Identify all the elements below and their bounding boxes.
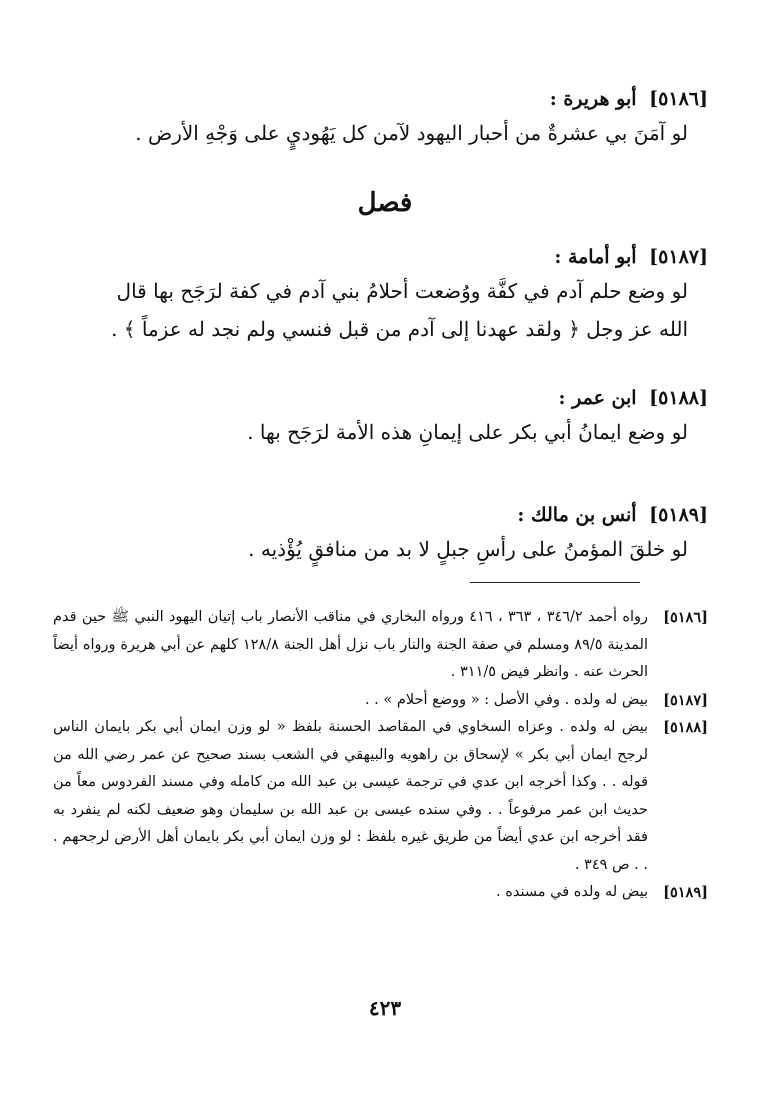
page-number: ٤٢٣ — [368, 996, 402, 1020]
footnote-number: [٥١٨٧] — [663, 691, 708, 709]
entry-line: الله عز وجل ﴿ ولقد عهدنا إلى آدم من قبل فنسي ولم نجد له عزماً ﴾ . — [111, 317, 688, 341]
entry-narrator: أبو أمامة : — [554, 246, 637, 268]
entry-text — [68, 272, 708, 348]
footnote-text: رواه أحمد ٣٤٦/٢ ، ٣٦٣ ، ٤١٦ ورواه البخاري في مناقب الأنصار باب إتيان اليهود النبي ﷺ حين قدم المدينة ٨٩/٥ ومسلم في صفة الجنة والنار باب نزل أهل الجنة ١٢٨/٨ كلهم عن أبي هريرة ورواه أيضاً الحرث عنه . وانظر فيض ٣١١/٥ . — [53, 609, 649, 680]
entry-narrator: ابن عمر : — [558, 387, 637, 409]
hadith-entry — [68, 383, 708, 451]
footnote — [53, 714, 708, 879]
footnote-number: [٥١٨٨] — [663, 719, 708, 736]
entry-line: لو وضع ايمانُ أبي بكر على إيمانِ هذه الأمة لرَجَح بها . — [247, 420, 688, 444]
entry-text — [68, 413, 708, 451]
footnote-divider — [470, 582, 640, 583]
footnote — [53, 687, 708, 715]
footnote — [53, 879, 708, 907]
footnote-number: [٥١٨٦] — [663, 609, 708, 626]
entry-heading — [68, 84, 708, 114]
entry-narrator: أبو هريرة : — [549, 88, 637, 110]
footnote — [53, 604, 708, 687]
entry-number: [٥١٨٨] — [649, 387, 708, 409]
entry-number: [٥١٨٩] — [649, 504, 708, 526]
entry-text — [68, 530, 708, 568]
hadith-entry — [68, 500, 708, 568]
footnote-text: بيض له ولده . وعزاه السخاوي في المقاصد الحسنة بلفظ « لو وزن ايمان أبي بكر بايمان الناس لرجح ايمان أبي بكر » لإسحاق بن راهويه والبيهقي في الشعب بسند صحيح عن عمر رضي الله من قوله . . وكذا أخرجه ابن عدي في ترجمة عيسى بن عبد الله من كامله وفي مسند الفردوس معاً من حديث ابن عمر مرفوعاً . . وفي سنده عيسى بن عبد الله بن سليمان وهو ضعيف لكنه لم ينفرد به فقد أخرجه ابن عدي أيضاً من طريق غيره بلفظ : لو وزن ايمان أبي بكر بايمان أهل الأرض لرجحهم . . . ص ٣٤٩ . — [53, 719, 648, 873]
entry-heading — [68, 383, 708, 413]
entry-number: [٥١٨٦] — [649, 88, 708, 110]
entry-narrator: أنس بن مالك : — [517, 504, 637, 526]
section-title: فصل — [357, 188, 413, 218]
footnote-text: بيض له ولده . وفي الأصل : « ووضع أحلام » . . — [364, 691, 648, 708]
entry-heading — [68, 242, 708, 272]
footnote-text: بيض له ولده في مسنده . — [496, 884, 648, 900]
entry-text — [68, 114, 708, 152]
entry-line: لو وضع حلم آدم في كفَّة ووُضعت أحلامُ بني آدم في كفة لرَجَح بها قال — [116, 279, 688, 303]
entry-line: لو آمَنَ بي عشرةٌ من أحبار اليهود لآمن كل يَهُوديٍ على وَجْهِ الأرض . — [135, 121, 688, 145]
entry-heading — [68, 500, 708, 530]
footnotes — [53, 604, 708, 907]
hadith-entry — [68, 242, 708, 348]
entry-number: [٥١٨٧] — [649, 246, 708, 268]
footnote-number: [٥١٨٩] — [663, 884, 708, 901]
entry-line: لو خلقَ المؤمنُ على رأسِ جبلٍ لا بد من منافقٍ يُؤْذيه . — [248, 537, 688, 561]
hadith-entry — [68, 84, 708, 152]
